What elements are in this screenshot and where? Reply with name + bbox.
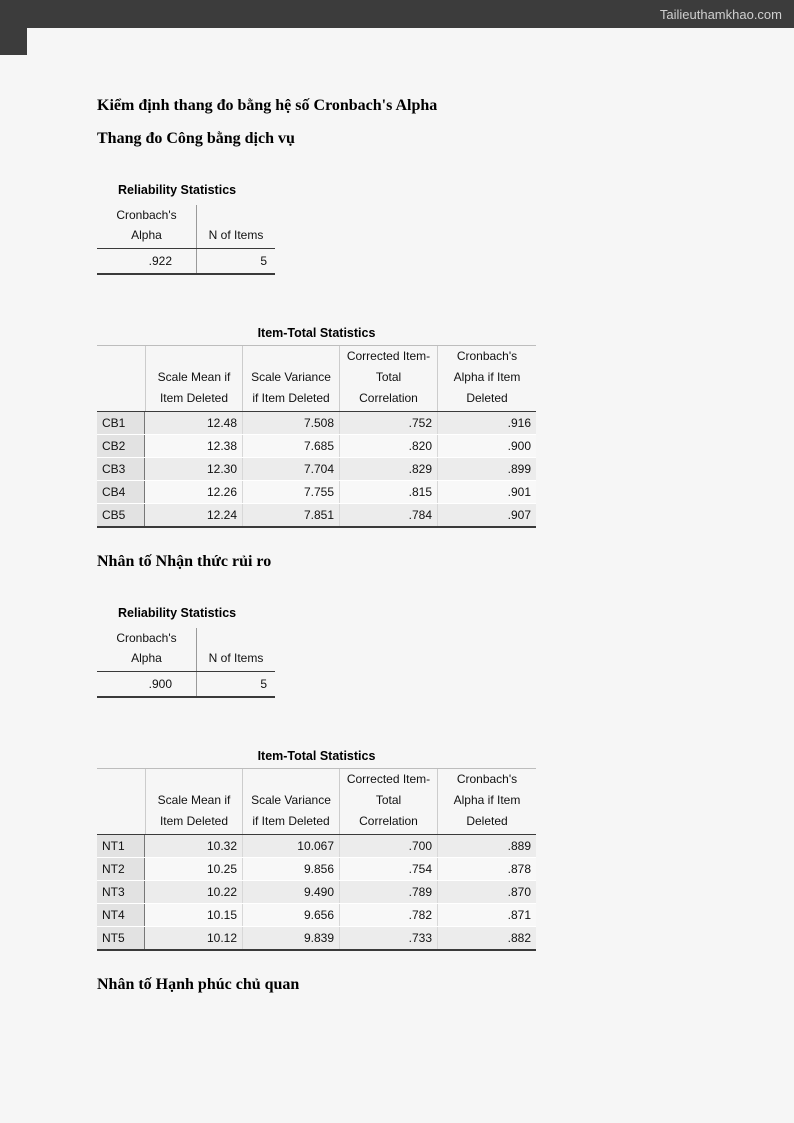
row-label: CB3 (97, 458, 145, 480)
cell-alpha-if-deleted: .882 (437, 927, 536, 949)
header-scale-variance (242, 769, 339, 834)
section-heading-risk: Nhân tố Nhận thức rủi ro (97, 553, 272, 570)
reliability-title: Reliability Statistics (118, 606, 237, 620)
table-row (97, 904, 536, 927)
header-n-of-items: N of Items (208, 228, 264, 242)
table-header-row (97, 769, 536, 835)
table-body (97, 412, 536, 528)
table-row (97, 412, 536, 435)
item-total-title: Item-Total Statistics (257, 749, 376, 763)
cell-scale-mean: 10.15 (206, 908, 237, 922)
header-corrected-correlation (339, 346, 437, 411)
cell-scale-variance: 10.067 (242, 835, 339, 857)
cell-n-items-value: 5 (260, 677, 267, 691)
cell-scale-variance: 9.856 (242, 858, 339, 880)
table-row (97, 881, 536, 904)
header-n-of-items: N of Items (208, 651, 264, 665)
row-label: CB1 (97, 412, 145, 434)
header-line: Cronbach's (116, 208, 177, 222)
cell-alpha-value: .922 (97, 249, 197, 273)
header-line: Alpha if Item (453, 793, 521, 807)
row-label: NT5 (97, 927, 145, 949)
cell-alpha-if-deleted: .901 (437, 481, 536, 503)
header-line: Corrected Item- (346, 772, 431, 786)
row-label: NT4 (97, 904, 145, 926)
cell-scale-variance: 7.685 (242, 435, 339, 457)
table-row (97, 927, 536, 951)
header-line: Correlation (359, 814, 418, 828)
cell-scale-variance: 7.755 (242, 481, 339, 503)
header-cronbachs-alpha (97, 205, 197, 248)
cell-alpha-if-deleted: .870 (437, 881, 536, 903)
cell-scale-mean: 10.32 (206, 839, 237, 853)
reliability-title: Reliability Statistics (118, 183, 237, 197)
row-label: CB5 (97, 504, 145, 526)
table-row (97, 458, 536, 481)
main-heading: Kiểm định thang đo bằng hệ số Cronbach's Alpha (97, 97, 438, 114)
table-row (97, 858, 536, 881)
header-line: Corrected Item- (346, 349, 431, 363)
table-row (97, 435, 536, 458)
cell-n-items-value: 5 (260, 254, 267, 268)
cell-alpha-if-deleted: .900 (437, 435, 536, 457)
cell-alpha-if-deleted: .916 (437, 412, 536, 434)
header-line: Total (375, 793, 402, 807)
section-heading-happiness: Nhân tố Hạnh phúc chủ quan (97, 976, 300, 993)
row-label: NT1 (97, 835, 145, 857)
cell-corrected-correlation: .733 (339, 927, 437, 949)
reliability-header-row (97, 628, 275, 672)
row-label: CB2 (97, 435, 145, 457)
cell-scale-variance: 9.839 (242, 927, 339, 949)
cell-scale-variance: 7.851 (242, 504, 339, 526)
table-header-row (97, 346, 536, 412)
cell-corrected-correlation: .789 (339, 881, 437, 903)
header-scale-mean (145, 769, 242, 834)
table-row (97, 835, 536, 858)
header-alpha-if-deleted (437, 769, 536, 834)
reliability-table (97, 628, 275, 698)
cell-corrected-correlation: .752 (339, 412, 437, 434)
header-line: Item Deleted (159, 391, 229, 405)
cell-scale-mean: 12.38 (206, 439, 237, 453)
cell-corrected-correlation: .829 (339, 458, 437, 480)
header-line: Correlation (359, 391, 418, 405)
cell-alpha-if-deleted: .899 (437, 458, 536, 480)
header-scale-variance (242, 346, 339, 411)
item-total-title: Item-Total Statistics (257, 326, 376, 340)
table-body (97, 835, 536, 951)
table-row (97, 481, 536, 504)
cell-scale-variance: 9.490 (242, 881, 339, 903)
cell-corrected-correlation: .820 (339, 435, 437, 457)
reliability-value-row (97, 672, 275, 698)
header-line: Cronbach's (456, 349, 518, 363)
header-line: if Item Deleted (252, 391, 330, 405)
site-watermark: Tailieuthamkhao.com (659, 6, 782, 22)
row-label: NT2 (97, 858, 145, 880)
cell-alpha-if-deleted: .878 (437, 858, 536, 880)
row-label: NT3 (97, 881, 145, 903)
header-line: Alpha if Item (453, 370, 521, 384)
cell-scale-mean: 12.26 (206, 485, 237, 499)
table-row (97, 504, 536, 528)
header-line: Item Deleted (159, 814, 229, 828)
cell-alpha-if-deleted: .889 (437, 835, 536, 857)
cell-scale-mean: 10.22 (206, 885, 237, 899)
cell-scale-mean: 12.24 (206, 508, 237, 522)
cell-scale-mean: 10.12 (206, 931, 237, 945)
reliability-header-row (97, 205, 275, 249)
header-line: Total (375, 370, 402, 384)
header-line: Deleted (466, 814, 508, 828)
cell-alpha-if-deleted: .871 (437, 904, 536, 926)
cell-corrected-correlation: .782 (339, 904, 437, 926)
header-corrected-correlation (339, 769, 437, 834)
header-line: Scale Mean if (157, 793, 231, 807)
header-line: Scale Mean if (157, 370, 231, 384)
reliability-value-row (97, 249, 275, 275)
header-alpha-if-deleted (437, 346, 536, 411)
cell-corrected-correlation: .815 (339, 481, 437, 503)
header-cronbachs-alpha (97, 628, 197, 671)
header-line: if Item Deleted (252, 814, 330, 828)
header-scale-mean (145, 346, 242, 411)
stub-header-cell (97, 346, 145, 411)
cell-corrected-correlation: .700 (339, 835, 437, 857)
item-total-table (97, 345, 536, 528)
header-line: Scale Variance (251, 370, 331, 384)
cell-scale-variance: 9.656 (242, 904, 339, 926)
reliability-table (97, 205, 275, 275)
cell-scale-mean: 12.30 (206, 462, 237, 476)
header-line: Scale Variance (251, 793, 331, 807)
stub-header-cell (97, 769, 145, 834)
cell-corrected-correlation: .754 (339, 858, 437, 880)
header-line: Alpha (131, 228, 162, 242)
cell-scale-mean: 10.25 (206, 862, 237, 876)
item-total-table (97, 768, 536, 951)
cell-alpha-if-deleted: .907 (437, 504, 536, 526)
header-line: Alpha (131, 651, 162, 665)
cell-scale-mean: 12.48 (206, 416, 237, 430)
cell-scale-variance: 7.704 (242, 458, 339, 480)
header-line: Cronbach's (116, 631, 177, 645)
cell-alpha-value: .900 (97, 672, 197, 696)
header-line: Cronbach's (456, 772, 518, 786)
header-line: Deleted (466, 391, 508, 405)
cell-corrected-correlation: .784 (339, 504, 437, 526)
row-label: CB4 (97, 481, 145, 503)
cell-scale-variance: 7.508 (242, 412, 339, 434)
sub-heading-scale: Thang đo Công bằng dịch vụ (97, 130, 295, 147)
